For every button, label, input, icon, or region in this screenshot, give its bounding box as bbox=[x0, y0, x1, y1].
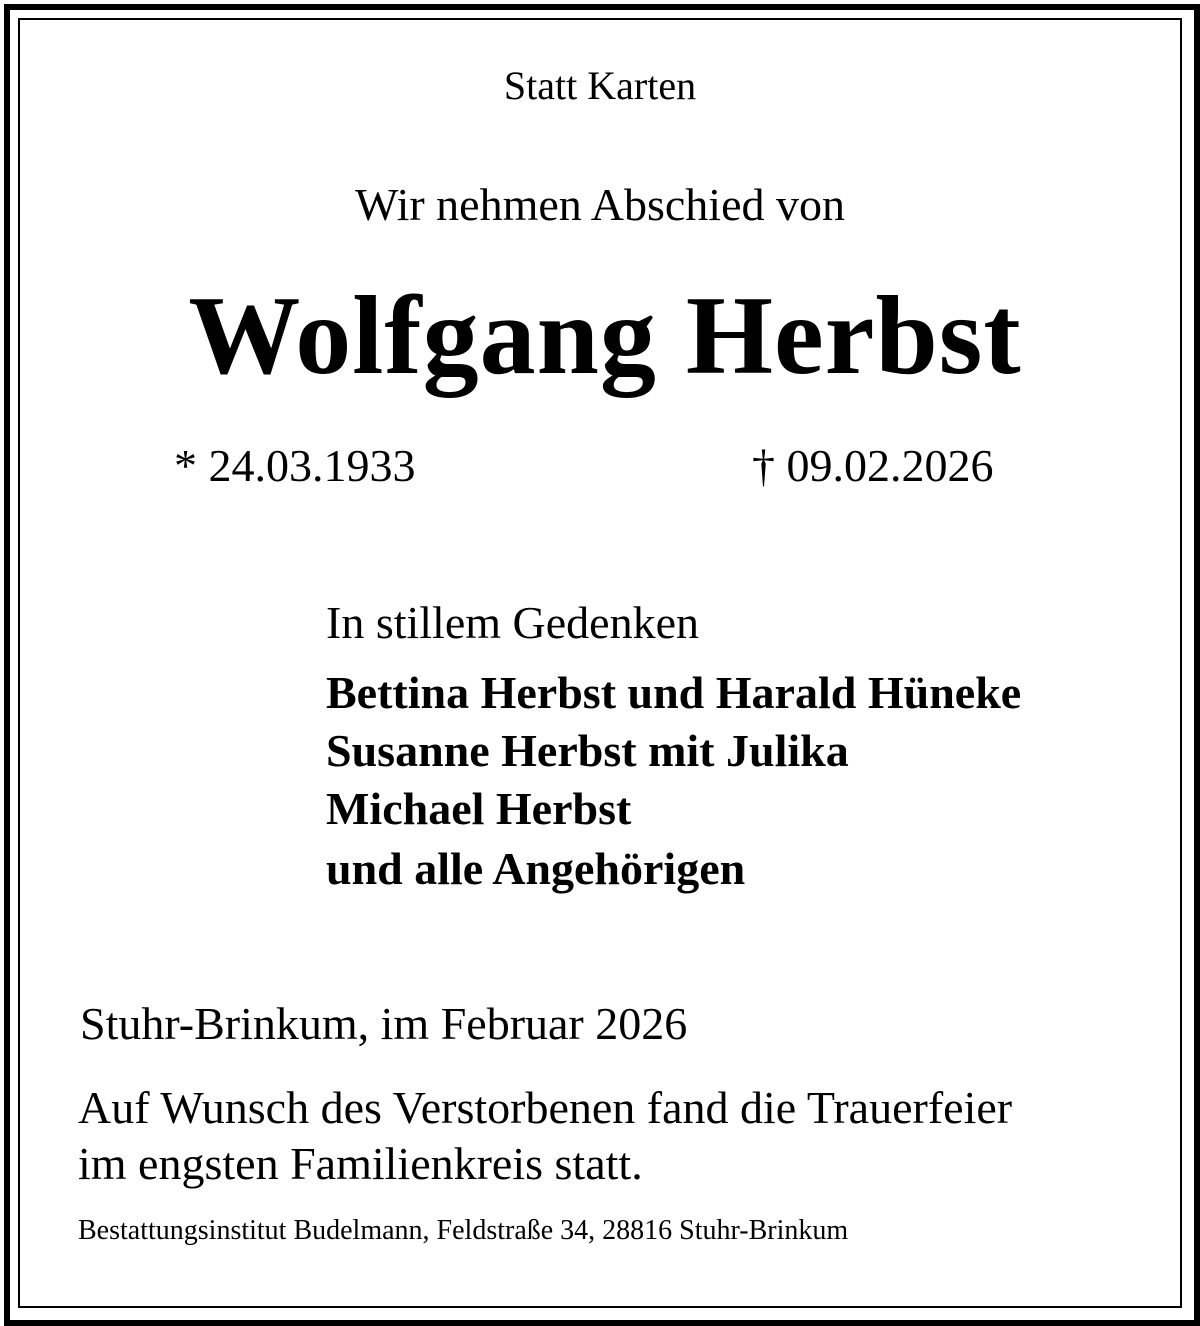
funeral-home: Bestattungsinstitut Budelmann, Feldstraße 34, 28816 Stuhr-Brinkum bbox=[78, 1215, 849, 1246]
death-date: † 09.02.2026 bbox=[752, 440, 994, 491]
intro-line: Wir nehmen Abschied von bbox=[355, 179, 845, 230]
funeral-notice-line: im engsten Familienkreis statt. bbox=[78, 1138, 643, 1189]
mourner-line: Michael Herbst bbox=[326, 783, 632, 834]
birth-date: * 24.03.1933 bbox=[174, 440, 416, 491]
deceased-name: Wolfgang Herbst bbox=[188, 274, 1022, 398]
mourner-line: Susanne Herbst mit Julika bbox=[326, 725, 849, 776]
mourner-line: und alle Angehörigen bbox=[326, 843, 746, 894]
mourner-line: Bettina Herbst und Harald Hüneke bbox=[326, 667, 1022, 718]
funeral-notice-line: Auf Wunsch des Verstorbenen fand die Trauerfeier bbox=[78, 1082, 1013, 1133]
memorial-line: In stillem Gedenken bbox=[326, 597, 700, 648]
place-date: Stuhr-Brinkum, im Februar 2026 bbox=[80, 998, 688, 1049]
header-statt-karten: Statt Karten bbox=[503, 63, 697, 108]
